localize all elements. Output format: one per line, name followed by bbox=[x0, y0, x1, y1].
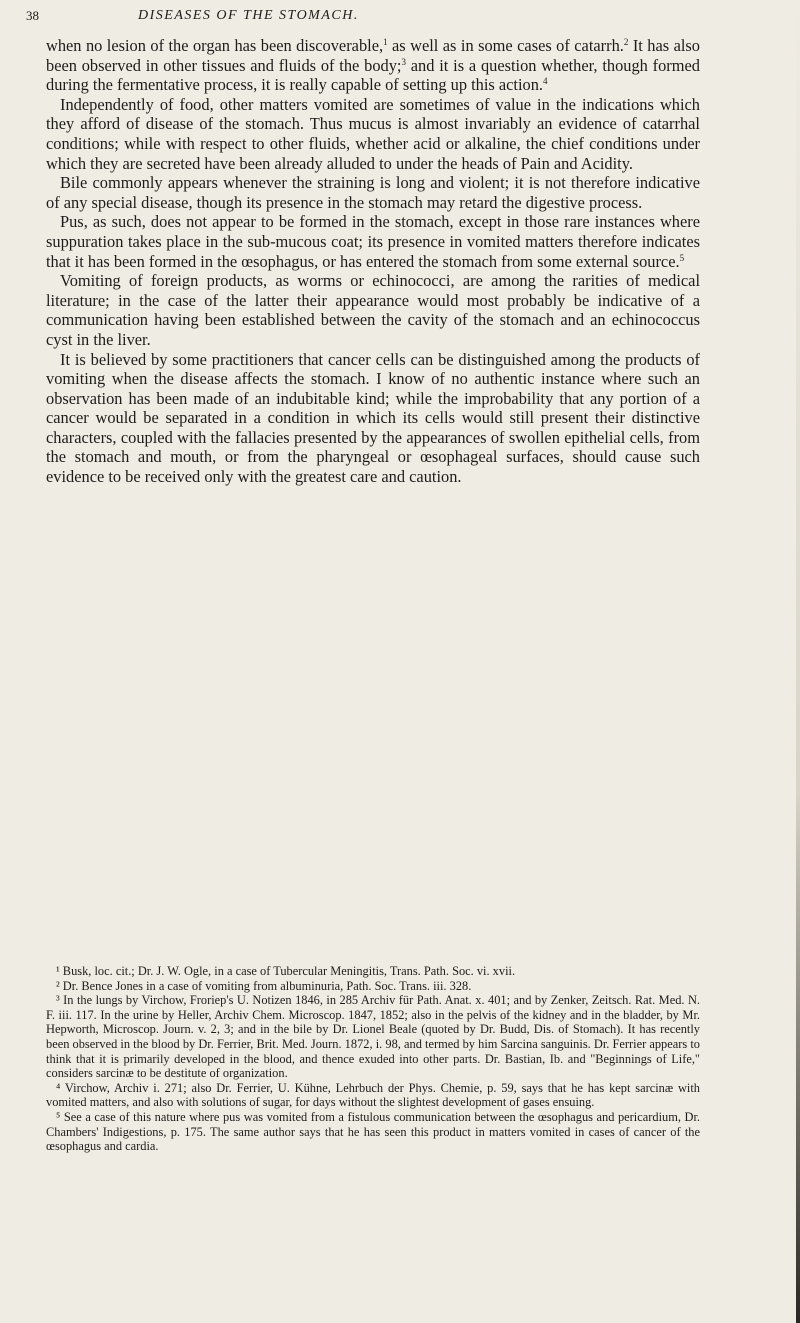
footnote-ref: 1 bbox=[383, 37, 388, 47]
text-run: when no lesion of the organ has been discoverable, bbox=[46, 36, 384, 55]
footnote-ref: 5 bbox=[679, 252, 685, 263]
text-run: It is believed by some practitioners that cancer cells can be distinguished among the products of vomiting when the disease affects the stomach. I know of no authentic instance where such an observation has been made of an indubitable kind; while the improbability that any portion of a cancer would be separated in a condition in which its cells would still present their distinctive characters, coupled with the fallacies presented by the appearances of swollen epithelial cells, from the stomach and mouth, or from the pharyngeal or œsophageal surfaces, should cause such evidence to be received only with the greatest care and caution. bbox=[46, 349, 700, 487]
paragraph-p1 bbox=[46, 36, 700, 95]
text-run: Bile commonly appears whenever the straining is long and violent; it is not therefore indicative of any special disease, though its presence in the stomach may retard the digestive process. bbox=[46, 173, 700, 212]
text-run: as well as in some cases of catarrh. bbox=[387, 36, 624, 55]
footnote-fn5: ⁵ See a case of this nature where pus was vomited from a fistulous communication between the œsophagus and pericardium, Dr. Chambers' Indigestions, p. 175. The same author says that he has seen this product in matters vomited in cases of cancer of the œsophagus and cardia. bbox=[46, 1109, 700, 1154]
footnote-fn1: ¹ Busk, loc. cit.; Dr. J. W. Ogle, in a case of Tubercular Meningitis, Trans. Path. Soc. vi. xvii. bbox=[56, 964, 516, 978]
paragraph-p3 bbox=[46, 173, 700, 212]
footnote-ref: 3 bbox=[401, 56, 406, 67]
text-run: It has also been observed in other tissues and fluids of the body; bbox=[46, 36, 700, 75]
footnote-fn2: ² Dr. Bence Jones in a case of vomiting from albuminuria, Path. Soc. Trans. iii. 328. bbox=[56, 978, 472, 993]
paragraph-p6 bbox=[46, 350, 700, 487]
paragraph-p4 bbox=[46, 212, 700, 271]
footnote-fn4: ⁴ Virchow, Archiv i. 271; also Dr. Ferrier, U. Kühne, Lehrbuch der Phys. Chemie, p. 59, says that he has kept sarcinæ with vomited matters, and also with solutions of sugar, for days without the slightest development of gases ensuing. bbox=[46, 1080, 700, 1110]
paragraph-p5 bbox=[46, 271, 700, 349]
page-header bbox=[26, 8, 626, 30]
footnote-ref: 4 bbox=[543, 76, 548, 87]
text-run: Vomiting of foreign products, as worms or echinococci, are among the rarities of medical literature; in the case of the latter their appearance would most probably be indicative of a communication having been established between the cavity of the stomach and an echinococcus cyst in the liver. bbox=[46, 271, 700, 349]
page-edge-shadow bbox=[796, 0, 800, 1323]
main-text bbox=[46, 36, 700, 487]
text-run: Independently of food, other matters vomited are sometimes of value in the indications which they afford of disease of the stomach. Thus mucus is almost invariably an evidence of catarrhal conditions; while with respect to other fluids, whether acid or alkaline, the chief conditions under which they are secreted have been already alluded to under the heads of Pain and Acidity. bbox=[46, 94, 700, 173]
footnote-ref: 2 bbox=[623, 37, 629, 47]
text-run: and it is a question whether, though formed during the fermentative process, it is really capable of setting up this action. bbox=[46, 55, 700, 95]
paragraph-p2 bbox=[46, 95, 700, 173]
footnotes bbox=[46, 964, 700, 1154]
running-head: DISEASES OF THE STOMACH. bbox=[138, 8, 359, 23]
text-run: Pus, as such, does not appear to be formed in the stomach, except in those rare instances where suppuration takes place in the sub-mucous coat; its presence in vomited matters therefore indicates that it has been formed in the œsophagus, or has entered the stomach from some external source. bbox=[46, 212, 700, 271]
footnote-fn3: ³ In the lungs by Virchow, Froriep's U. Notizen 1846, in 285 Archiv für Path. Anat. x. 401; and by Zenker, Zeitsch. Rat. Med. N. F. iii. 117. In the urine by Heller, Archiv Chem. Microscop. 1847, 1852; also in the pelvis of the kidney and in the bladder, by Mr. Hepworth, Microscop. Journ. v. 2, 3; and in the bile by Dr. Lionel Beale (quoted by Dr. Budd, Dis. of Stomach). It has recently been observed in the blood by Dr. Ferrier, Brit. Med. Journ. 1872, i. 98, and termed by him Sarcina sanguinis. Dr. Ferrier appears to think that it is primarily developed in the blood, and thence exuded into other parts. Dr. Bastian, Ib. and "Beginnings of Life," considers sarcinæ to be destitute of organization. bbox=[46, 993, 700, 1081]
page-number: 38 bbox=[26, 8, 39, 23]
